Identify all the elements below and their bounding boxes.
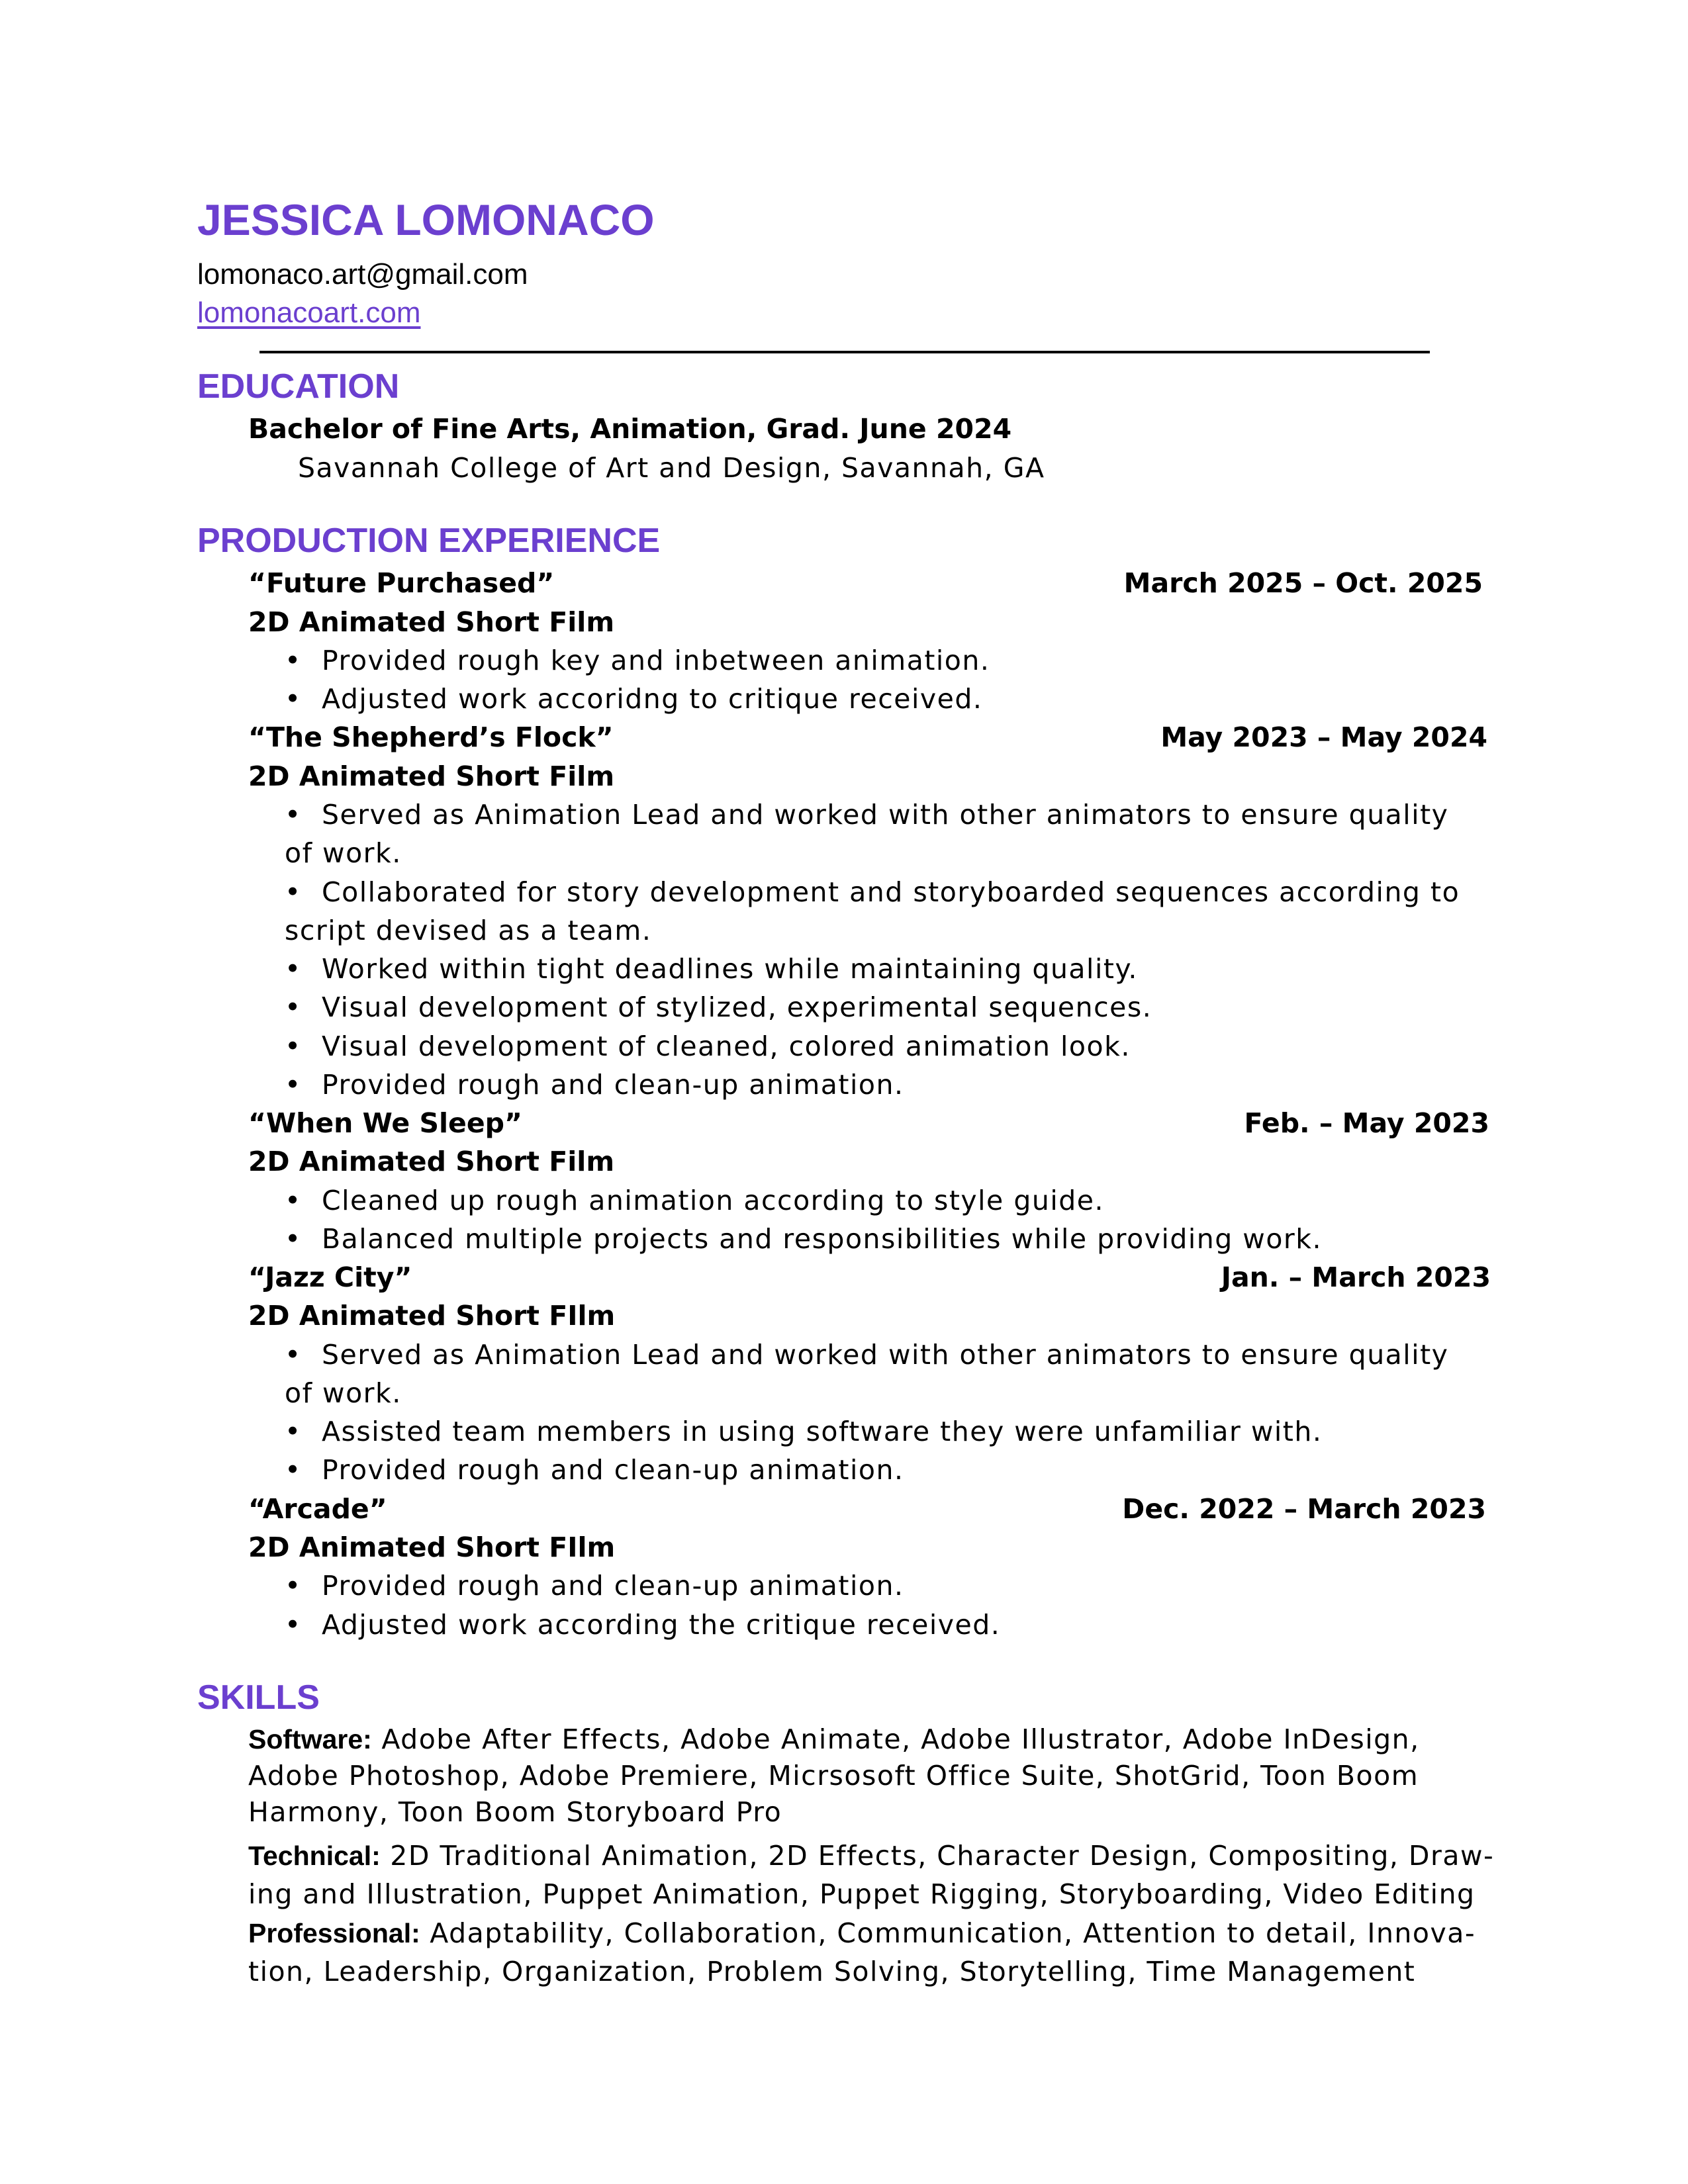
skill-text: 2D Traditional Animation, 2D Effects, Character Design, Compositing, Draw-	[380, 1840, 1495, 1872]
skills-software	[248, 1721, 1420, 1758]
bullet-marker: •	[285, 683, 302, 715]
skill-label-software: Software:	[248, 1724, 372, 1754]
bullet-text: Collaborated for story development and storyboarded sequences according to	[322, 876, 1460, 908]
list-item	[285, 950, 1138, 987]
skill-text: Adobe After Effects, Adobe Animate, Adobe Illustrator, Adobe InDesign,	[371, 1723, 1420, 1755]
project-title: “The Shepherd’s Flock”	[248, 721, 614, 753]
bullet-text: Adjusted work accoridng to critique received.	[322, 683, 983, 715]
project-title: “Future Purchased”	[248, 567, 555, 599]
list-item	[285, 642, 990, 679]
email-address: lomonaco.art@gmail.com	[197, 258, 528, 291]
list-item	[285, 1606, 1000, 1643]
skills-technical	[248, 1837, 1494, 1874]
bullet-text: Visual development of stylized, experimental sequences.	[322, 991, 1152, 1023]
bullet-text: Adjusted work according the critique received.	[322, 1609, 1001, 1641]
bullet-marker: •	[285, 1223, 302, 1255]
section-heading-education: EDUCATION	[197, 367, 400, 406]
project-type: 2D Animated Short Film	[248, 606, 615, 638]
degree-title: Bachelor of Fine Arts, Animation, Grad. June 2024	[248, 413, 1012, 445]
section-heading-experience: PRODUCTION EXPERIENCE	[197, 522, 661, 560]
school-name: Savannah College of Art and Design, Savannah, GA	[298, 452, 1045, 484]
project-type: 2D Animated Short FIlm	[248, 1300, 616, 1332]
skill-text: Adaptability, Collaboration, Communication, Attention to detail, Innova-	[420, 1917, 1476, 1949]
skills-professional	[248, 1915, 1476, 1952]
bullet-continuation: of work.	[285, 837, 402, 869]
bullet-text: Worked within tight deadlines while maintaining quality.	[322, 953, 1138, 985]
bullet-marker: •	[285, 645, 302, 676]
skill-text-line: Adobe Photoshop, Adobe Premiere, Micrsosoft Office Suite, ShotGrid, Toon Boom	[248, 1760, 1419, 1792]
resume-name: JESSICA LOMONACO	[197, 195, 655, 244]
bullet-marker: •	[285, 991, 302, 1023]
project-title: “Jazz City”	[248, 1261, 412, 1293]
list-item	[285, 1182, 1104, 1219]
skill-text-line: Harmony, Toon Boom Storyboard Pro	[248, 1796, 782, 1828]
website-link[interactable]: lomonacoart.com	[197, 296, 421, 329]
header-divider	[259, 351, 1430, 353]
bullet-text: Assisted team members in using software they were unfamiliar with.	[322, 1416, 1323, 1447]
bullet-text: Provided rough key and inbetween animation.	[322, 645, 990, 676]
project-dates: March 2025 – Oct. 2025	[1123, 567, 1483, 599]
list-item	[285, 680, 982, 717]
bullet-text: Cleaned up rough animation according to style guide.	[322, 1185, 1104, 1216]
bullet-marker: •	[285, 1185, 302, 1216]
skill-text-line: tion, Leadership, Organization, Problem Solving, Storytelling, Time Management	[248, 1956, 1416, 1987]
bullet-text: Served as Animation Lead and worked with other animators to ensure quality	[322, 799, 1449, 831]
list-item	[285, 1451, 904, 1488]
bullet-marker: •	[285, 1570, 302, 1602]
bullet-text: Visual development of cleaned, colored animation look.	[322, 1030, 1131, 1062]
project-dates: Dec. 2022 – March 2023	[1122, 1493, 1486, 1525]
project-type: 2D Animated Short FIlm	[248, 1531, 616, 1563]
project-type: 2D Animated Short Film	[248, 1146, 615, 1177]
list-item	[285, 874, 1460, 911]
skill-text-line: ing and Illustration, Puppet Animation, Puppet Rigging, Storyboarding, Video Editing	[248, 1878, 1476, 1910]
bullet-continuation: of work.	[285, 1377, 402, 1409]
project-dates: Jan. – March 2023	[1221, 1261, 1491, 1293]
bullet-marker: •	[285, 876, 302, 908]
bullet-marker: •	[285, 1339, 302, 1371]
project-dates: Feb. – May 2023	[1244, 1107, 1489, 1139]
bullet-text: Provided rough and clean-up animation.	[322, 1454, 904, 1486]
list-item	[285, 989, 1152, 1026]
bullet-continuation: script devised as a team.	[285, 915, 652, 946]
list-item	[285, 1066, 904, 1103]
bullet-marker: •	[285, 1609, 302, 1641]
project-type: 2D Animated Short Film	[248, 760, 615, 792]
list-item	[285, 1028, 1131, 1065]
bullet-marker: •	[285, 953, 302, 985]
bullet-marker: •	[285, 1030, 302, 1062]
bullet-marker: •	[285, 1069, 302, 1101]
list-item	[285, 796, 1448, 833]
bullet-text: Provided rough and clean-up animation.	[322, 1069, 904, 1101]
list-item	[285, 1336, 1448, 1373]
bullet-marker: •	[285, 1454, 302, 1486]
skill-label-technical: Technical:	[248, 1841, 381, 1871]
list-item	[285, 1220, 1322, 1257]
bullet-marker: •	[285, 799, 302, 831]
project-title: “Arcade”	[248, 1493, 387, 1525]
project-dates: May 2023 – May 2024	[1160, 721, 1487, 753]
bullet-text: Served as Animation Lead and worked with other animators to ensure quality	[322, 1339, 1449, 1371]
project-title: “When We Sleep”	[248, 1107, 522, 1139]
bullet-text: Balanced multiple projects and responsibilities while providing work.	[322, 1223, 1323, 1255]
list-item	[285, 1567, 904, 1604]
list-item	[285, 1413, 1322, 1450]
bullet-text: Provided rough and clean-up animation.	[322, 1570, 904, 1602]
bullet-marker: •	[285, 1416, 302, 1447]
section-heading-skills: SKILLS	[197, 1678, 320, 1717]
skill-label-professional: Professional:	[248, 1918, 420, 1948]
